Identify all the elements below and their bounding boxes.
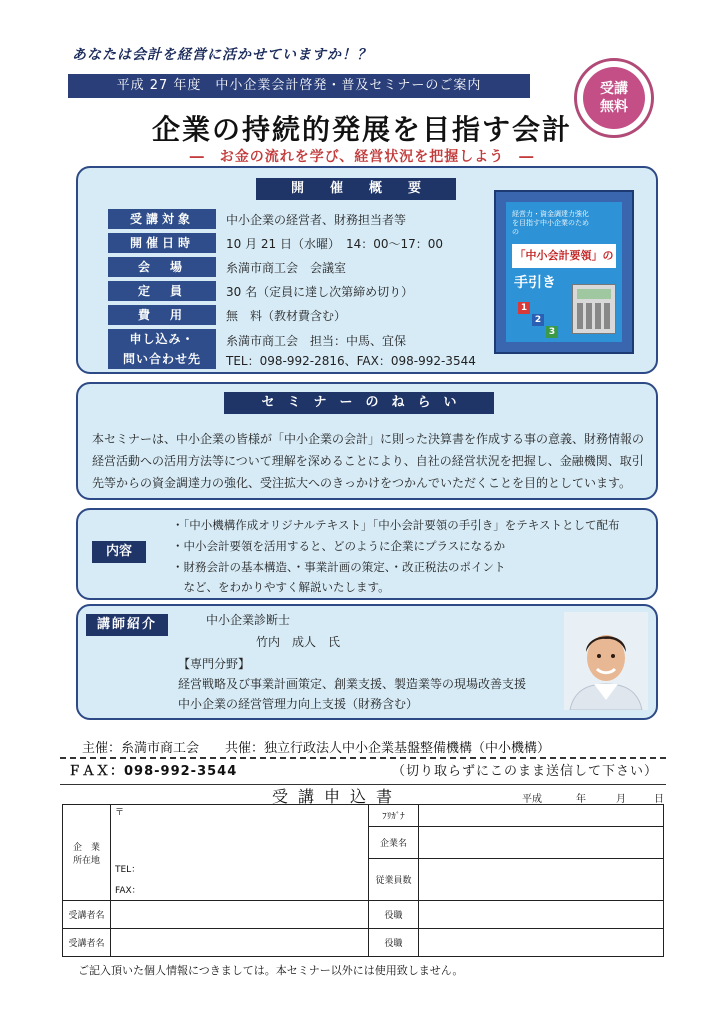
overview-value-contact-phone: TEL：098-992-2816、FAX：098-992-3544 bbox=[226, 354, 476, 368]
company-address-label-1: 企 業 bbox=[72, 842, 100, 853]
tel-field[interactable] bbox=[111, 859, 369, 879]
attendee-2-label: 受講者名 bbox=[63, 929, 111, 957]
overview-heading: 開 催 概 要 bbox=[256, 178, 456, 200]
furigana-label: ﾌﾘｶﾞﾅ bbox=[369, 805, 419, 827]
overview-value-capacity: 30 名（定員に達し次第締め切り） bbox=[226, 285, 414, 299]
badge-line-1: 受講 bbox=[600, 81, 628, 97]
book-subtitle: 手引き bbox=[514, 275, 556, 291]
position-2-field[interactable] bbox=[419, 929, 664, 957]
lecturer-field-1: 経営戦略及び事業計画策定、創業支援、製造業等の現場改善支援 bbox=[178, 677, 527, 691]
tel-label: TEL： bbox=[115, 865, 141, 875]
company-address-label bbox=[63, 805, 111, 901]
lecturer-photo bbox=[564, 612, 648, 710]
book-cube-red: 1 bbox=[518, 302, 530, 314]
contact-label-line-1: 申し込み・ bbox=[129, 332, 195, 346]
content-line-1: ・「中小機構作成オリジナルテキスト」「中小会計要領の手引き」をテキストとして配布 bbox=[172, 518, 620, 532]
address-field[interactable] bbox=[111, 805, 369, 859]
postal-mark: 〒 bbox=[115, 808, 125, 818]
content-line-2: ・中小会計要領を活用すると、どのように企業にプラスになるか bbox=[172, 539, 506, 553]
overview-label-contact bbox=[108, 329, 216, 369]
lecturer-name: 竹内 成人 氏 bbox=[256, 635, 341, 649]
form-title: 受講申込書 bbox=[272, 787, 403, 806]
overview-value-datetime: 10 月 21 日（水曜） 14：00～17：00 bbox=[226, 237, 444, 251]
overview-value-target: 中小企業の経営者、財務担当者等 bbox=[226, 213, 407, 227]
privacy-note: ご記入頂いた個人情報につきましては。本セミナー以外には使用致しません。 bbox=[78, 964, 464, 977]
fax-field[interactable] bbox=[111, 879, 369, 901]
lecturer-field-heading: 【専門分野】 bbox=[178, 657, 251, 671]
header-bar: 平成 27 年度 中小企業会計啓発・普及セミナーのご案内 bbox=[68, 74, 530, 98]
fax-note: （切り取らずにこのまま送信して下さい） bbox=[392, 764, 659, 779]
form-era: 平成 bbox=[522, 794, 542, 805]
sponsor-line: 主催：糸満市商工会 共催：独立行政法人中小企業基盤整備機構（中小機構） bbox=[82, 741, 551, 756]
lecturer-title: 中小企業診断士 bbox=[206, 613, 291, 627]
position-1-label: 役職 bbox=[369, 901, 419, 929]
book-cube-blue: 2 bbox=[532, 314, 544, 326]
employees-label: 従業員数 bbox=[369, 859, 419, 901]
company-name-field[interactable] bbox=[419, 827, 664, 859]
attendee-2-field[interactable] bbox=[111, 929, 369, 957]
book-cube-green: 3 bbox=[546, 326, 558, 338]
overview-label-capacity: 定 員 bbox=[108, 281, 216, 301]
content-line-4: など、をわかりやすく解説いたします。 bbox=[172, 580, 390, 594]
form-year: 年 bbox=[576, 794, 586, 805]
attendee-1-label: 受講者名 bbox=[63, 901, 111, 929]
page-subtitle: ― お金の流れを学び、経営状況を把握しよう ― bbox=[189, 149, 535, 165]
badge-line-2: 無料 bbox=[600, 99, 628, 115]
page-title: 企業の持続的発展を目指す会計 bbox=[151, 113, 572, 146]
book-small-text: 経営力・資金調達力強化を目指す中小企業のための bbox=[512, 210, 589, 236]
calculator-icon bbox=[572, 284, 616, 334]
fax-label: FAX： bbox=[115, 885, 141, 896]
fax-number: ＦＡＸ：098-992-3544 bbox=[68, 764, 238, 779]
overview-value-venue: 糸満市商工会 会議室 bbox=[226, 261, 347, 275]
form-month: 月 bbox=[616, 794, 626, 805]
attendee-1-field[interactable] bbox=[111, 901, 369, 929]
content-line-3: ・財務会計の基本構造、・事業計画の策定、・改正税法のポイント bbox=[172, 560, 506, 574]
tagline: あなたは会計を経営に活かせていますか！？ bbox=[72, 47, 372, 63]
overview-label-fee: 費 用 bbox=[108, 305, 216, 325]
overview-value-fee: 無 料（教材費含む） bbox=[226, 309, 347, 323]
contact-label-line-2: 問い合わせ先 bbox=[122, 352, 201, 366]
application-form bbox=[62, 804, 664, 957]
overview-label-venue: 会 場 bbox=[108, 257, 216, 277]
lecturer-label: 講師紹介 bbox=[86, 614, 168, 636]
content-label: 内容 bbox=[92, 541, 146, 563]
company-name-label: 企業名 bbox=[369, 827, 419, 859]
company-address-label-2: 所在地 bbox=[72, 855, 100, 866]
position-1-field[interactable] bbox=[419, 901, 664, 929]
book-cover-image bbox=[494, 190, 634, 354]
purpose-heading: セ ミ ナ ー の ね ら い bbox=[224, 392, 494, 414]
overview-value-contact-person: 糸満市商工会 担当：中馬、宜保 bbox=[226, 334, 407, 348]
furigana-field[interactable] bbox=[419, 805, 664, 827]
overview-label-target: 受講対象 bbox=[108, 209, 216, 229]
form-day: 日 bbox=[654, 794, 664, 805]
book-title: 「中小会計要領」の bbox=[512, 244, 616, 268]
lecturer-field-2: 中小企業の経営管理力向上支援（財務含む） bbox=[178, 697, 419, 711]
cut-line bbox=[60, 757, 666, 759]
purpose-text: 本セミナーは、中小企業の皆様が「中小企業の会計」に則った決算書を作成する事の意義、財務情報の経営活動への活用方法等について理解を深めることにより、自社の経営状況を把握し、金融機関、取引先等からの資金調達力の強化、受注拡大へのきっかけをつかんでいただくことを目的としています。 bbox=[92, 432, 645, 490]
position-2-label: 役職 bbox=[369, 929, 419, 957]
overview-label-datetime: 開催日時 bbox=[108, 233, 216, 253]
employees-field[interactable] bbox=[419, 859, 664, 901]
